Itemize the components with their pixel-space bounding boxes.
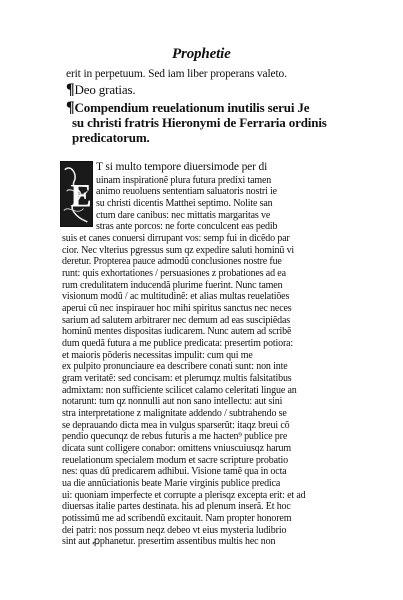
body-line: dicata sunt colligere conabor: omittens vniuscuiusqz harum [62, 443, 292, 454]
body-line: stras ante porcos: ne forte conculcent eas pedib [96, 221, 278, 232]
body-line: uinam inspirationẽ plura futura predixi tamen [96, 175, 272, 186]
body-line: ui: quoniam imperfecte et corrupte a plerisqz excepta erit: et ad [62, 490, 306, 501]
body-line: sint aut ꝓphanetur. presertim assentibus multis hec non [62, 536, 276, 547]
pilcrow-icon: ¶ [66, 99, 75, 116]
decorated-initial [60, 161, 93, 227]
body-line: admixtam: non sufficiente scilicet calamo celeritati lingue an [62, 385, 297, 396]
colophon-line [66, 82, 136, 98]
body-line: reuelationum specialem modum et sacre scripture probatio [62, 455, 288, 466]
text-line: erit in perpetuum. Sed iam liber properans valeto. [66, 68, 287, 80]
colophon-text: Deo gratias. [74, 82, 136, 97]
body-line: gram veritatẽ: sed concisam: et plerumqz multis falsitatibus [62, 373, 292, 384]
body-line: cior. Nec vlterius pgressus sum qz expedire saluti hominũ vi [62, 245, 295, 256]
running-header: Prophetie [172, 46, 231, 62]
body-line: visionum modũ / ac multitudinẽ: et alias multas reuelatiões [62, 291, 290, 302]
body-line: pendio quecunqz de rebus futuris a me hacten⁹ publice pre [62, 431, 288, 442]
svg-text:E: E [70, 178, 92, 215]
section-title-text: Compendium reuelationum inutilis serui Je [74, 100, 310, 115]
body-line: diuersas italie partes destinata. his ad plenum inserã. Et hoc [62, 501, 291, 512]
section-title-line [66, 100, 309, 116]
body-line: animo reuoluens sententiam saluatoris nostri ie [96, 186, 277, 197]
body-line: suis et canes conuersi dirrupant vos: semp fui in dicẽdo par [62, 233, 290, 244]
body-line: ctum dare canibus: nec mittatis margaritas ve [96, 210, 271, 221]
body-line: ex pulpito pronunciaure ea describere conati sunt: non inte [62, 361, 288, 372]
body-line: hominũ mentes dispositas iudicarem. Nunc autem ad scribẽ [62, 326, 292, 337]
body-line: rum credulitatem inducendã plurime fuerint. Nunc tamen [62, 280, 283, 291]
bottom-margin [0, 585, 403, 600]
body-line: aperui cũ nec inspirauer hoc mihi spiritus sanctus nec neces [62, 303, 292, 314]
pilcrow-icon: ¶ [66, 81, 75, 98]
body-line: se deprauando dicta mea in vulgus sparserũt: itaqz breui cõ [62, 420, 290, 431]
body-line: nes: quas dũ predicarem adhibui. Visione tamẽ qua in octa [62, 466, 287, 477]
section-title-line: predicatorum. [72, 130, 150, 145]
body-line: et maioris põderis necessitas impulit: cum qui me [62, 350, 253, 361]
body-line: stra interpretatione z malignitate addendo / subtrahendo se [62, 408, 287, 419]
ornament-icon [61, 162, 92, 226]
body-line: sarium ad salutem arbitrarer nec demum ad eas suscipiẽdas [62, 315, 291, 326]
body-line: potissimũ me ad scribendũ excitauit. Nam propter honorem [62, 513, 292, 524]
body-line: runt: quis exhortationes / persuasiones z probationes ad ea [62, 268, 286, 279]
body-line: notarunt: tum qz nonnulli aut non sano intellectu: aut sini [62, 396, 283, 407]
body-line: T si multo tempore diuersimode per di [96, 161, 268, 173]
body-line: su christi dicentis Matthei septimo. Nolite san [96, 198, 273, 209]
body-line: deretur. Propterea pauce admodũ conclusiones nostre fue [62, 256, 282, 267]
body-line: ua die annũciationis beate Marie virginis publice predica [62, 478, 281, 489]
body-line: dum quedã futura a me publice predicata: presertim potiora: [62, 338, 294, 349]
section-title-line: su christi fratris Hieronymi de Ferraria ordinis [72, 115, 327, 130]
body-line: dei patri: nos possum neqz debeo vt eius mysteria ludibrio [62, 525, 287, 536]
